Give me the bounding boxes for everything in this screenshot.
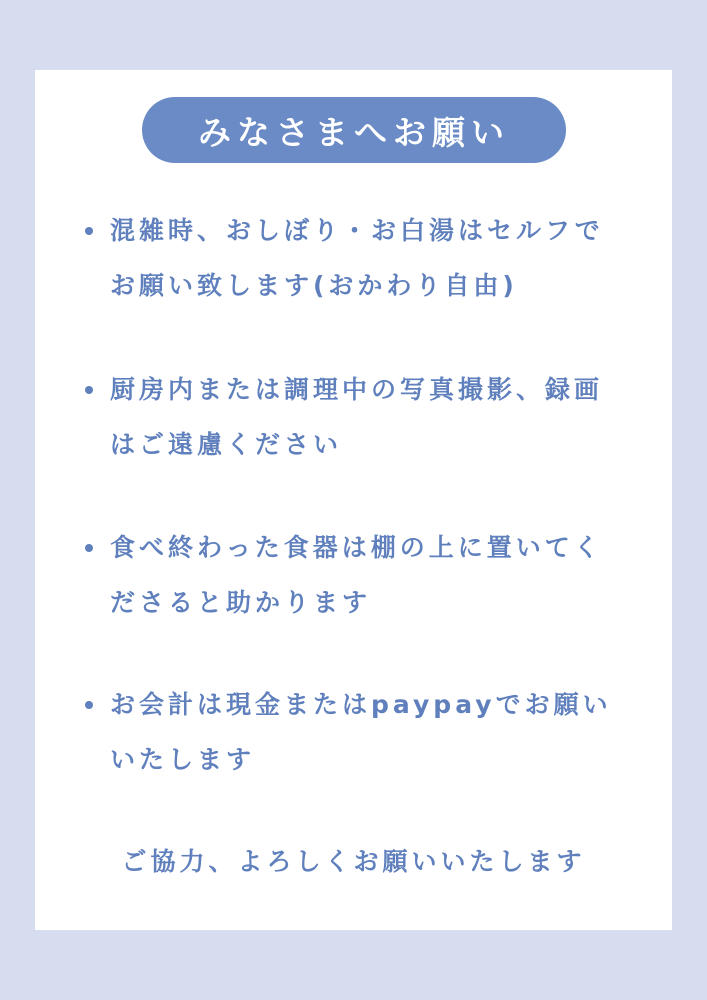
- notice-item: [85, 203, 625, 313]
- notice-item: [85, 677, 625, 787]
- notice-item-text: 厨房内または調理中の写真撮影、録画はご遠慮ください: [110, 375, 604, 459]
- notice-title: みなさまへお願い: [142, 97, 566, 163]
- notice-item-text: 混雑時、おしぼり・お白湯はセルフでお願い致します(おかわり自由): [110, 216, 604, 300]
- bullet-icon: [85, 386, 93, 394]
- closing-message: ご協力、よろしくお願いいたします: [121, 847, 586, 876]
- notice-item-text: お会計は現金またはpaypayでお願いいたします: [110, 690, 612, 774]
- notice-item: [85, 362, 625, 472]
- notice-item: [85, 520, 625, 630]
- notice-item-text: 食べ終わった食器は棚の上に置いてくださると助かります: [110, 533, 603, 617]
- bullet-icon: [85, 701, 93, 709]
- bullet-icon: [85, 227, 93, 235]
- bullet-icon: [85, 544, 93, 552]
- notice-card: [35, 70, 672, 930]
